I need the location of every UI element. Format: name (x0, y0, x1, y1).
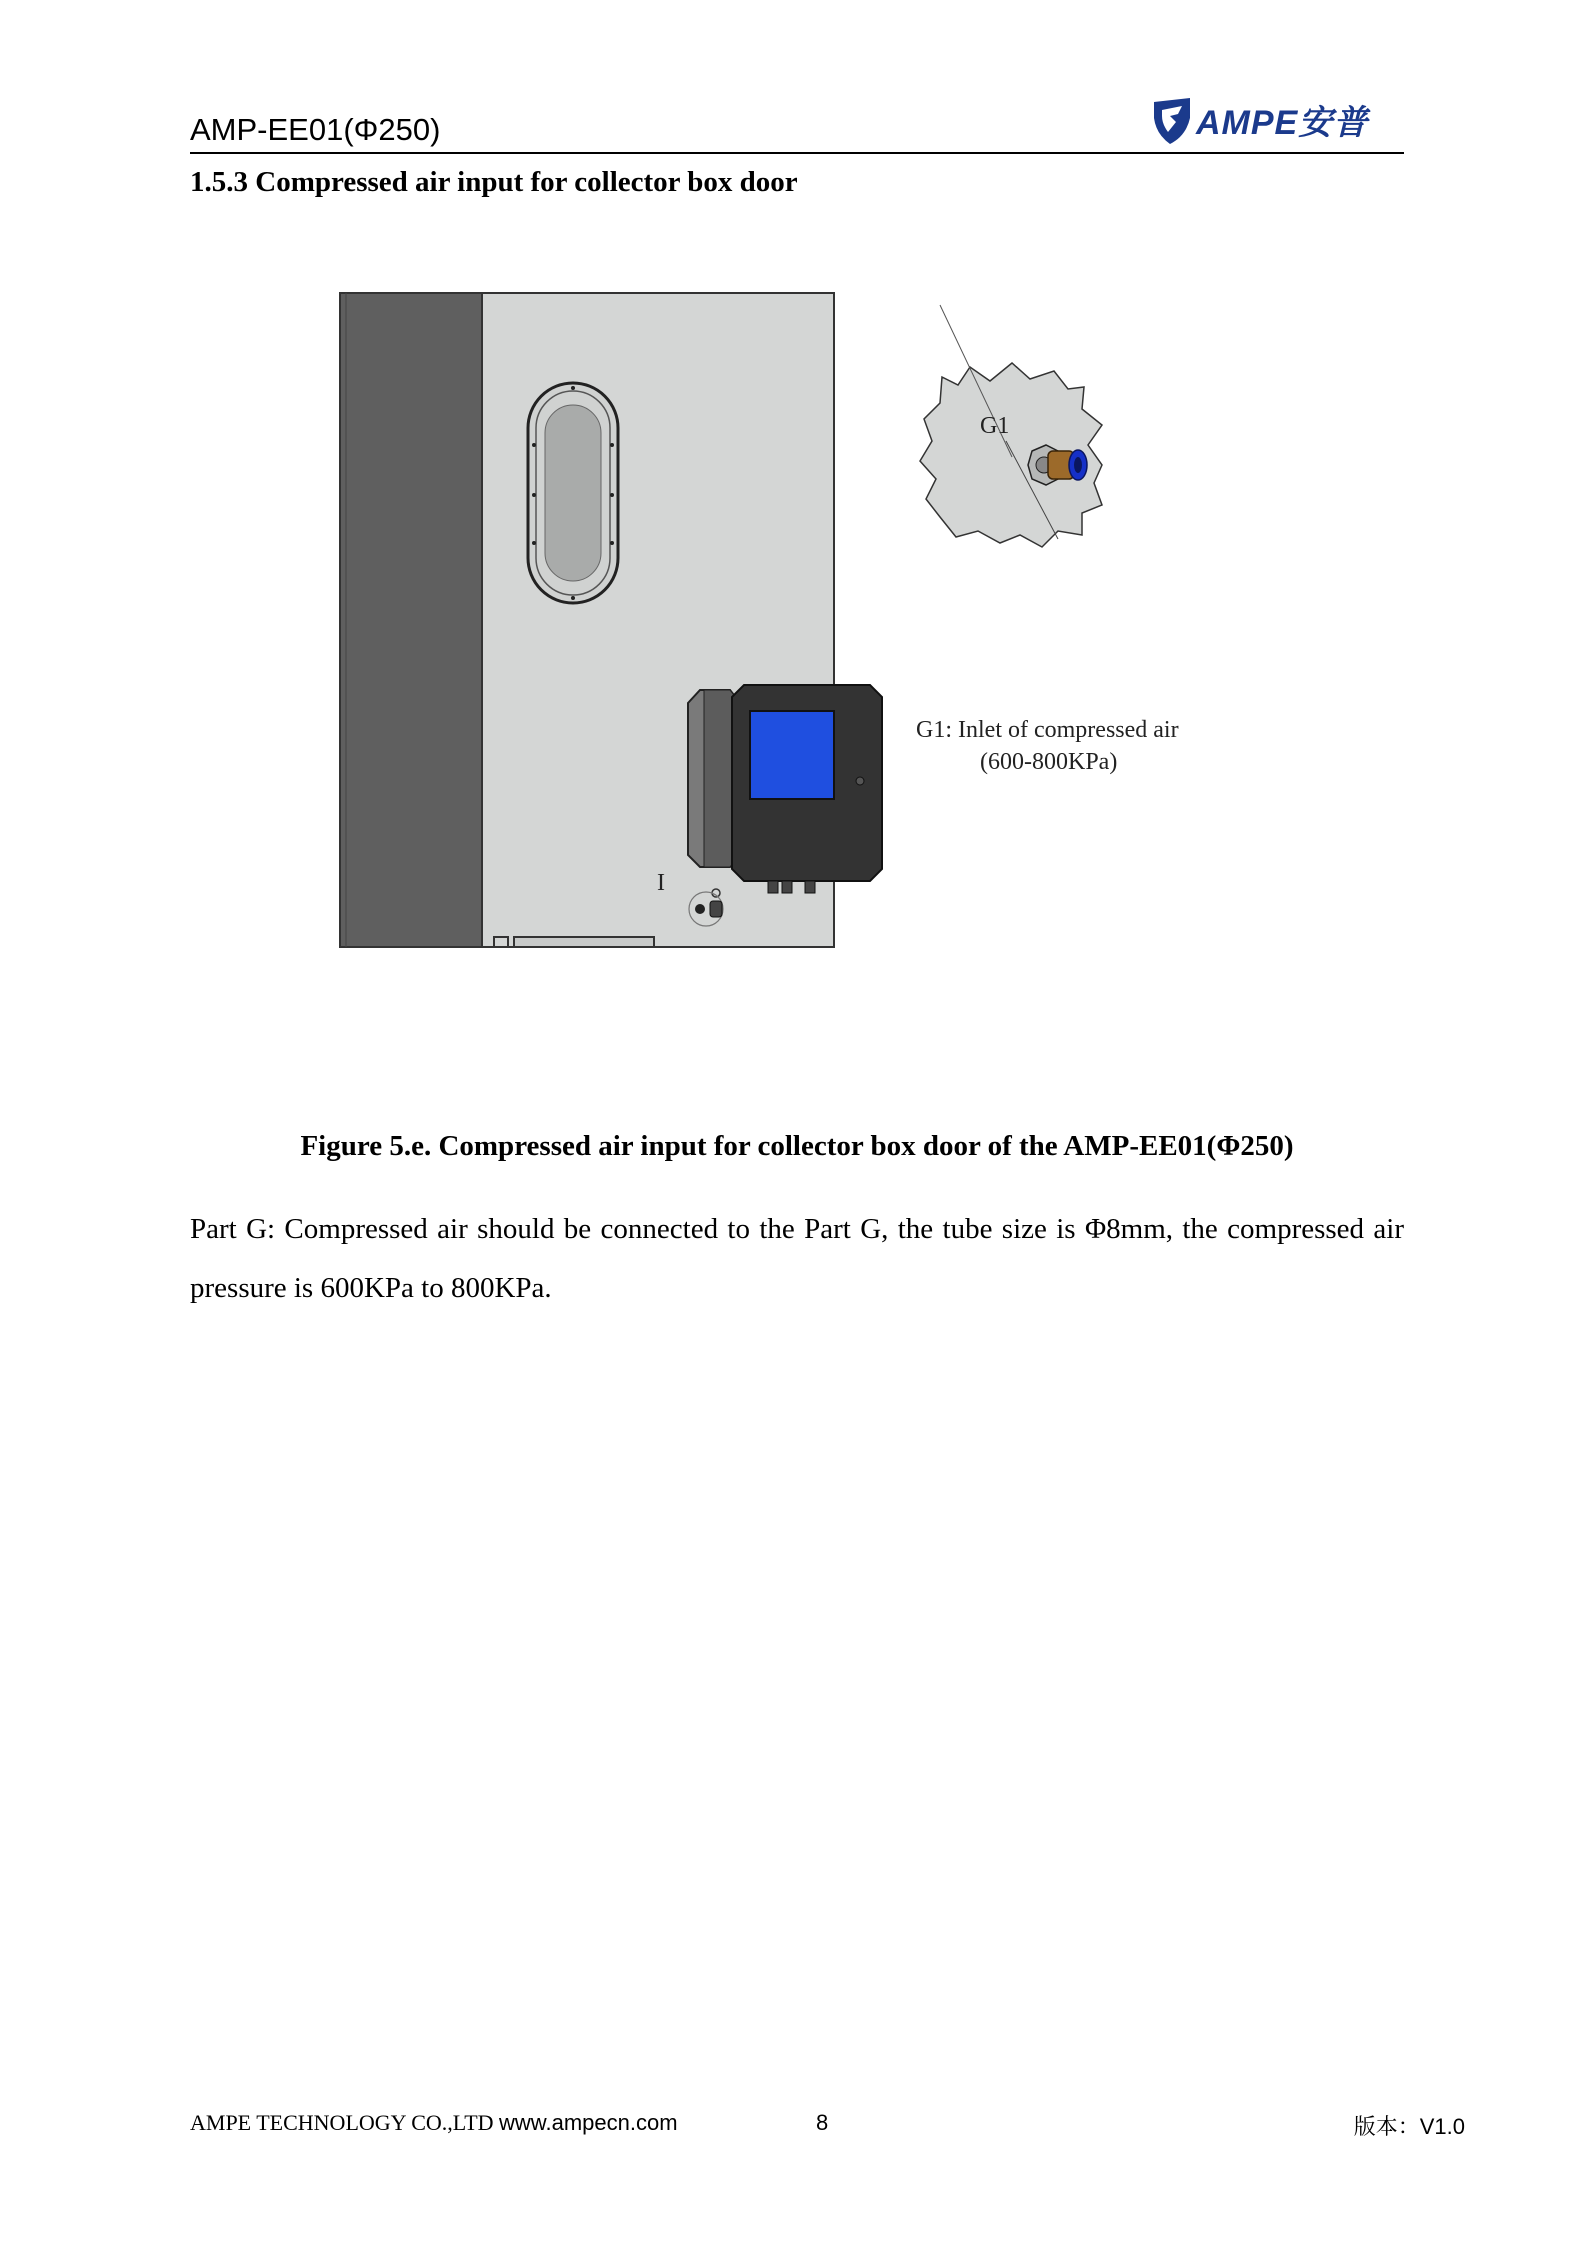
header-divider (190, 152, 1404, 154)
footer-company-name: AMPE TECHNOLOGY CO.,LTD (190, 2110, 494, 2135)
marker-label-i: I (657, 870, 665, 896)
control-box-screen (750, 711, 834, 799)
viewing-window (528, 383, 618, 603)
body-paragraph: Part G: Compressed air should be connected to the Part G, the tube size is Φ8mm, the compressed air pressure is 600KPa to 800KPa. (190, 1213, 1404, 1304)
document-title: AMP-EE01(Φ250) (190, 112, 441, 147)
collector-door-figure (330, 285, 1230, 965)
footer-company (190, 2110, 678, 2136)
figure-caption: Figure 5.e. Compressed air input for collector box door of the AMP-EE01(Φ250) (300, 1130, 1294, 1162)
version-label: 版本：V1.0 (1353, 2114, 1465, 2139)
detail-view-g1 (920, 305, 1102, 547)
section-heading: 1.5.3 Compressed air input for collector box door (190, 166, 798, 198)
cabinet-side-panel (340, 293, 482, 947)
callout-label-g1: G1 (980, 413, 1010, 439)
page-number: 8 (816, 2110, 829, 2135)
logo-text: AMPE安普 (1196, 104, 1369, 142)
g1-description-line2: (600-800KPa) (980, 749, 1118, 775)
ampe-logo (1150, 92, 1375, 148)
control-box (688, 685, 882, 893)
g1-description-line1: G1: Inlet of compressed air (916, 717, 1179, 743)
footer-url-link[interactable]: www.ampecn.com (499, 2110, 678, 2135)
